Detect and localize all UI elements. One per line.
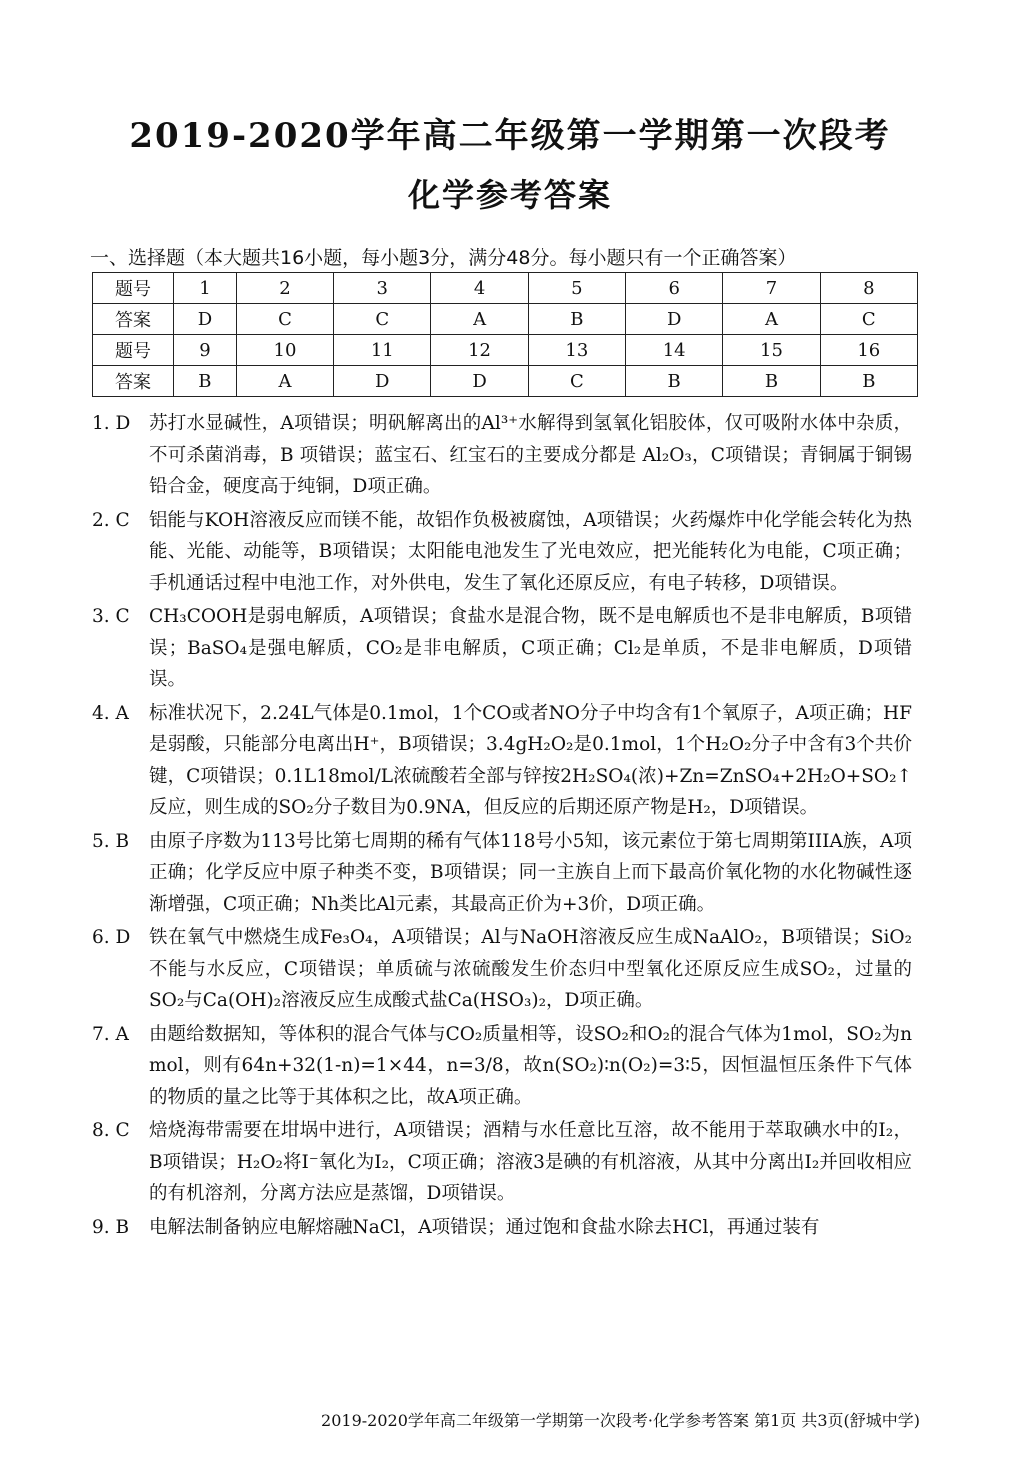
page-footer: 2019-2020学年高二年级第一学期第一次段考·化学参考答案 第1页 共3页(舒城中学) [321,1411,920,1430]
table-cell: 9 [174,335,237,366]
item-text: 焙烧海带需要在坩埚中进行，A项错误；酒精与水任意比互溶，故不能用于萃取碘水中的I₂，B项错误；H₂O₂将I⁻氧化为I₂，C项正确；溶液3是碘的有机溶液，从其中分离出I₂并回收相应的有机溶剂，分离方法应是蒸馏，D项错误。 [149,1120,912,1204]
table-cell: 13 [528,335,625,366]
table-cell: D [174,304,237,335]
item-number: 1. D [92,413,131,434]
table-cell: 16 [820,335,917,366]
item-number: 6. D [92,927,131,948]
table-cell: 14 [626,335,723,366]
item-number: 4. A [92,702,129,724]
table-cell: C [820,304,917,335]
explanation-list [92,408,912,1245]
item-number: 3. C [92,606,130,627]
table-cell: B [174,366,237,397]
item-text: 铁在氧气中燃烧生成Fe₃O₄，A项错误；Al与NaOH溶液反应生成NaAlO₂，B项错误；SiO₂不能与水反应，C项错误；单质硫与浓硫酸发生价态归中型氧化还原反应生成SO₂，过量的SO₂与Ca(OH)₂溶液反应生成酸式盐Ca(HSO₃)₂，D项正确。 [149,927,912,1011]
table-cell: D [334,366,431,397]
table-cell: 8 [820,273,917,304]
table-row [93,273,918,304]
item-number: 5. B [92,830,130,852]
table-cell: 10 [236,335,333,366]
table-cell: B [528,304,625,335]
table-cell: 1 [174,273,237,304]
list-item [92,505,912,600]
item-text: 电解法制备钠应电解熔融NaCl，A项错误；通过饱和食盐水除去HCl，再通过装有 [149,1216,820,1238]
table-cell: A [236,366,333,397]
list-item [92,1019,912,1114]
table-cell: 12 [431,335,528,366]
table-cell: C [334,304,431,335]
item-number: 2. C [92,509,130,531]
table-row [93,335,918,366]
row-label: 题号 [93,273,174,304]
item-text: 铝能与KOH溶液反应而镁不能，故铝作负极被腐蚀，A项错误；火药爆炸中化学能会转化为热能、光能、动能等，B项错误；太阳能电池发生了光电效应，把光能转化为电能，C项正确；手机通话过程中电池工作，对外供电，发生了氧化还原反应，有电子转移，D项错误。 [149,509,912,594]
table-cell: A [431,304,528,335]
table-cell: A [723,304,820,335]
table-cell: B [820,366,917,397]
list-item [92,408,912,503]
item-number: 7. A [92,1023,129,1045]
answer-table [92,272,918,397]
row-label: 答案 [93,304,174,335]
list-item [92,698,912,824]
table-cell: 5 [528,273,625,304]
item-text: 标准状况下，2.24L气体是0.1mol，1个CO或者NO分子中均含有1个氧原子，A项正确；HF是弱酸，只能部分电离出H⁺，B项错误；3.4gH₂O₂是0.1mol，1个H₂O₂分子中含有3个共价键，C项错误；0.1L18mol/L浓硫酸若全部与锌按2H₂SO₄(浓)+Zn=ZnSO₄+2H₂O+SO₂↑反应，则生成的SO₂分子数目为0.9NA，但反应的后期还原产物是H₂，D项错误。 [149,702,912,818]
page-subtitle: 化学参考答案 [407,176,612,214]
row-label: 答案 [93,366,174,397]
table-cell: 11 [334,335,431,366]
table-cell: B [723,366,820,397]
list-item [92,1115,912,1210]
table-cell: 3 [334,273,431,304]
table-row [93,304,918,335]
table-cell: B [626,366,723,397]
row-label: 题号 [93,335,174,366]
table-cell: 4 [431,273,528,304]
page-title: 2019-2020学年高二年级第一学期第一次段考 [129,116,891,156]
list-item [92,922,912,1017]
table-cell: 2 [236,273,333,304]
table-cell: 6 [626,273,723,304]
item-number: 9. B [92,1216,130,1238]
section-heading: 一、选择题（本大题共16小题，每小题3分，满分48分。每小题只有一个正确答案） [90,247,797,269]
table-cell: C [236,304,333,335]
table-cell: D [626,304,723,335]
item-number: 8. C [92,1120,130,1141]
item-text: CH₃COOH是弱电解质，A项错误；食盐水是混合物，既不是电解质也不是非电解质，B项错误；BaSO₄是强电解质，CO₂是非电解质，C项正确；Cl₂是单质，不是非电解质，D项错误。 [149,606,912,690]
table-cell: D [431,366,528,397]
table-row [93,366,918,397]
item-text: 苏打水显碱性，A项错误；明矾解离出的Al³⁺水解得到氢氧化铝胶体，仅可吸附水体中杂质，不可杀菌消毒，B 项错误；蓝宝石、红宝石的主要成分都是 Al₂O₃，C项错误；青铜属于铜锡铅合金，硬度高于纯铜，D项正确。 [149,413,912,497]
table-cell: 7 [723,273,820,304]
list-item [92,826,912,921]
list-item [92,1212,912,1244]
item-text: 由题给数据知，等体积的混合气体与CO₂质量相等，设SO₂和O₂的混合气体为1mol，SO₂为n mol，则有64n+32(1-n)=1×44，n=3/8，故n(SO₂)∶n(O₂)=3∶5，因恒温恒压条件下气体的物质的量之比等于其体积之比，故A项正确。 [149,1023,912,1108]
list-item [92,601,912,696]
item-text: 由原子序数为113号比第七周期的稀有气体118号小5知，该元素位于第七周期第IIIA族，A项正确；化学反应中原子种类不变，B项错误；同一主族自上而下最高价氧化物的水化物碱性逐渐增强，C项正确；Nh类比Al元素，其最高正价为+3价，D项正确。 [149,830,912,915]
table-cell: 15 [723,335,820,366]
table-cell: C [528,366,625,397]
